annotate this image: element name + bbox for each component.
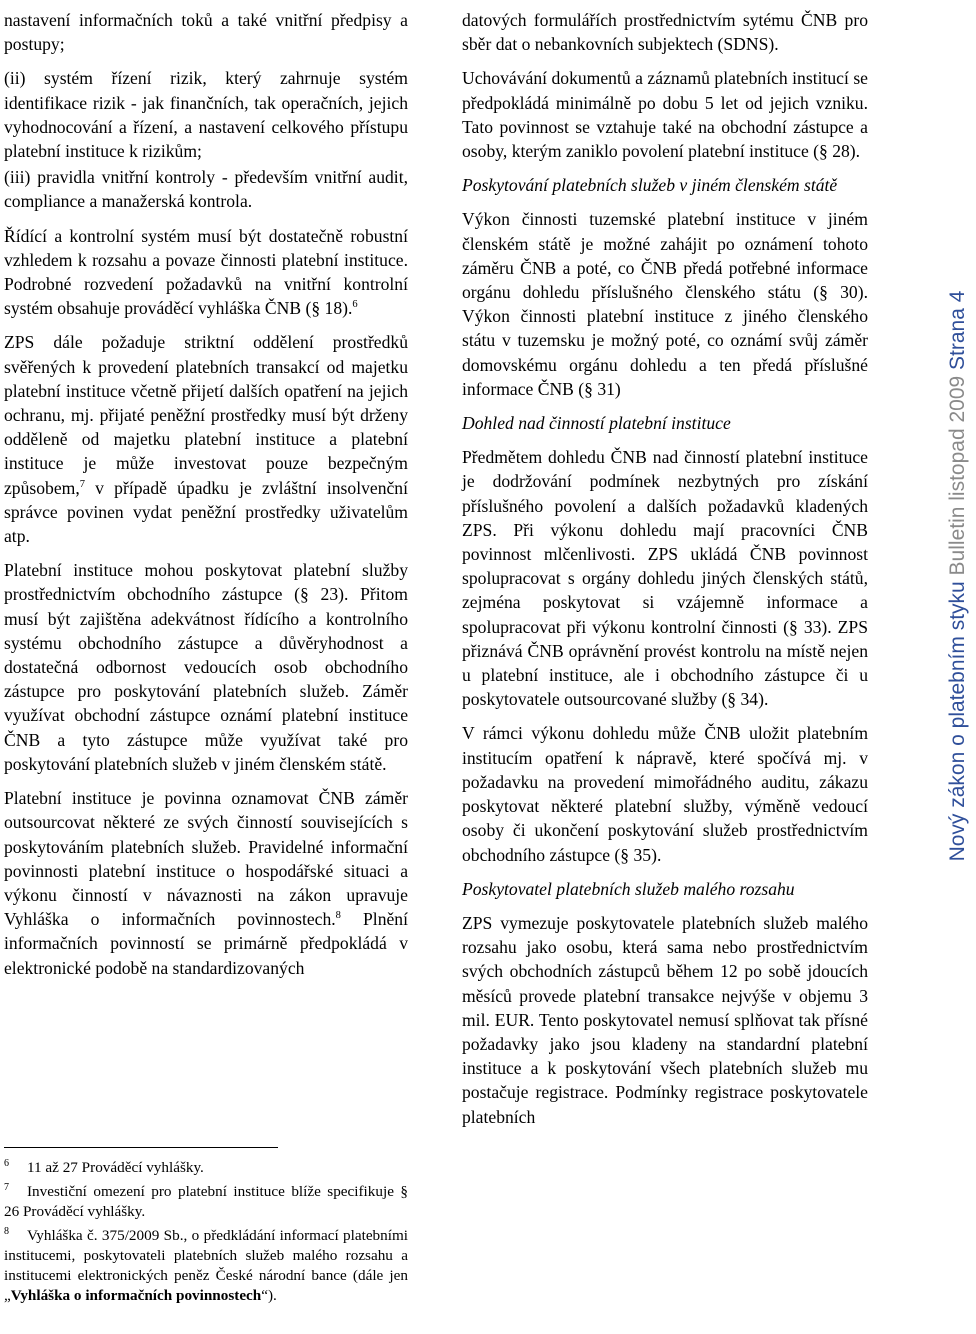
footnote-divider [4, 1147, 278, 1148]
footnote-bold-text: Vyhláška o informačních povinnostech [10, 1287, 262, 1304]
paragraph [4, 786, 408, 980]
footnotes [4, 1154, 408, 1306]
footnote-text: “). [261, 1287, 277, 1304]
paragraph: V rámci výkonu dohledu může ČNB uložit platebním institucím opatření k nápravě, které spočívá mj. v požadavku na provedení mimořádného auditu, zákazu poskytovat některé platební služby, výměně vedoucí osoby či ukončení poskytování služeb prostřednictvím obchodního zástupce (§ 35). [462, 723, 868, 865]
paragraph [4, 330, 408, 548]
paragraph: ZPS vymezuje poskytovatele platebních služeb malého rozsahu jako osobu, která sama nebo prostřednictvím svých obchodních zástupců během 12 po sobě jdoucích měsíců provede platební transakce nejvýše v objemu 3 mil. EUR. Tento poskytovatel nemusí splňovat tak přísné požadavky jako jsou kladeny na standardní platební instituce a k poskytování všech platebních služeb mu postačuje registrace. Podmínky registrace poskytovatele platebních [462, 912, 868, 1127]
section-heading: Poskytovatel platebních služeb malého rozsahu [462, 878, 795, 899]
footnote-text: 11 až 27 Prováděcí vyhlášky. [27, 1159, 204, 1176]
footnote-ref: 6 [352, 299, 358, 311]
paragraph: (ii) systém řízení rizik, který zahrnuje systém identifikace rizik - jak finančních, tak operačních, jejich vyhodnocování a řízení, a nastavení celkového přístupu platební instituce k rizikům; [4, 68, 408, 162]
footnote [4, 1222, 408, 1306]
paragraph [4, 224, 408, 321]
footnote-text: Vyhláška č. 375/2009 Sb., o předkládání informací platebními institucemi, poskytovateli platebních služeb malého rozsahu a institucemi elektronických peněz České národní bance (dále jen „ [4, 1227, 408, 1304]
footnote-number: 7 [4, 1182, 9, 1193]
running-header-title: Nový zákon o platebním styku [946, 575, 969, 862]
section-heading: Poskytování platebních služeb v jiném členském státě [462, 175, 838, 196]
footnote-text: Investiční omezení pro platební instituce blíže specifikuje § 26 Prováděcí vyhlášky. [4, 1183, 408, 1220]
footnote-ref: 8 [335, 910, 341, 922]
paragraph-text: Platební instituce je povinna oznamovat ČNB záměr outsourcovat některé ze svých činností souvisejících s poskytováním platebních služeb. Pravidelné informační povinnosti platební instituce o hospodářské situaci a výkonu činností v návaznosti na zákon upravuje Vyhláška o informačních povinnostech. [4, 788, 408, 930]
page-number: Strana 4 [946, 290, 969, 370]
paragraph-text: v případě úpadku je zvláštní insolvenční správce povinen vydat peněžní prostředky uživatelům atp. [4, 477, 408, 547]
paragraph: nastavení informačních toků a také vnitřní předpisy a postupy; [4, 10, 408, 55]
side-bar [920, 0, 969, 1334]
paragraph: Předmětem dohledu ČNB nad činností platební instituce je dodržování podmínek nezbytných pro získání příslušného povolení a dalších požadavků kladených ZPS. Při výkonu dohledu mají pracovníci ČNB povinnost mlčenlivosti. ZPS ukládá ČNB povinnost spolupracovat s orgány dohledu jiných členských států, zejména poskytovat si vzájemně informace a spolupracovat při výkonu kontrolní činnosti (§ 33). ZPS přiznává ČNB oprávnění provést kontrolu na místě nejen u platební instituce, ale i obchodního zástupce či u poskytovatele outsourcované služby (§ 34). [462, 447, 868, 710]
section-heading: Dohled nad činností platební instituce [462, 413, 731, 434]
running-header [940, 291, 976, 862]
paragraph-text: Řídící a kontrolní systém musí být dostatečně robustní vzhledem k rozsahu a povaze činnosti platební instituce. Podrobné rozvedení požadavků na vnitřní kontrolní systém obsahuje prováděcí vyhláška ČNB (§ 18). [4, 225, 408, 319]
paragraph: Platební instituce mohou poskytovat platební služby prostřednictvím obchodního zástupce (§ 23). Přitom musí být zajištěna adekvátnost řídícího a kontrolního systému obchodního zástupce a důvěryhodnost a dostatečná odbornost vedoucích osob obchodního zástupce pro poskytování platebních služeb. Záměr využívat obchodní zástupce oznámí platební instituce ČNB a tyto zástupce může využívat také pro poskytování platebních služeb v jiném členském státě. [4, 560, 408, 774]
paragraph: Výkon činnosti tuzemské platební instituce v jiném členském státě je možné zahájit po oznámení tohoto záměru ČNB a poté, co ČNB předá potřebné informace orgánu dohledu příslušného členského státu (§ 30). Výkon činnosti platební instituce z jiného členského státu v tuzemsku je možný poté, co oznámí svůj záměr domovskému orgánu dohledu a ten předá příslušné informace ČNB (§ 31) [462, 209, 868, 399]
paragraph-text: ZPS dále požaduje striktní oddělení prostředků svěřených k provedení platebních transakcí od majetku platební instituce včetně přijetí dalších opatření na jejich ochranu, mj. přijaté peněžní prostředky musí být drženy odděleně od majetku platební instituce a platební instituce je může investovat pouze bezpečným způsobem, [4, 332, 408, 498]
footnote [4, 1178, 408, 1222]
footnote-number: 6 [4, 1158, 9, 1169]
paragraph: (iii) pravidla vnitřní kontroly - především vnitřní audit, compliance a manažerská kontrola. [4, 167, 408, 212]
footnote-ref: 7 [79, 478, 85, 490]
paragraph: Uchovávání dokumentů a záznamů platebních institucí se předpokládá minimálně po dobu 5 let od jejich vzniku. Tato povinnost se vztahuje také na obchodní zástupce a osoby, kterým zaniklo povolení platební instituce (§ 28). [462, 68, 868, 162]
left-column [4, 8, 408, 980]
paragraph: datových formulářích prostřednictvím sytému ČNB pro sběr dat o nebankovních subjektech (SDNS). [462, 10, 868, 55]
footnote [4, 1154, 408, 1178]
footnote-number: 8 [4, 1226, 9, 1237]
running-header-publication: Bulletin listopad 2009 [946, 369, 969, 576]
paragraph-text: Plnění informačních povinností se primárně předpokládá v elektronické podobě na standardizovaných [4, 909, 408, 978]
right-column [462, 8, 868, 1129]
